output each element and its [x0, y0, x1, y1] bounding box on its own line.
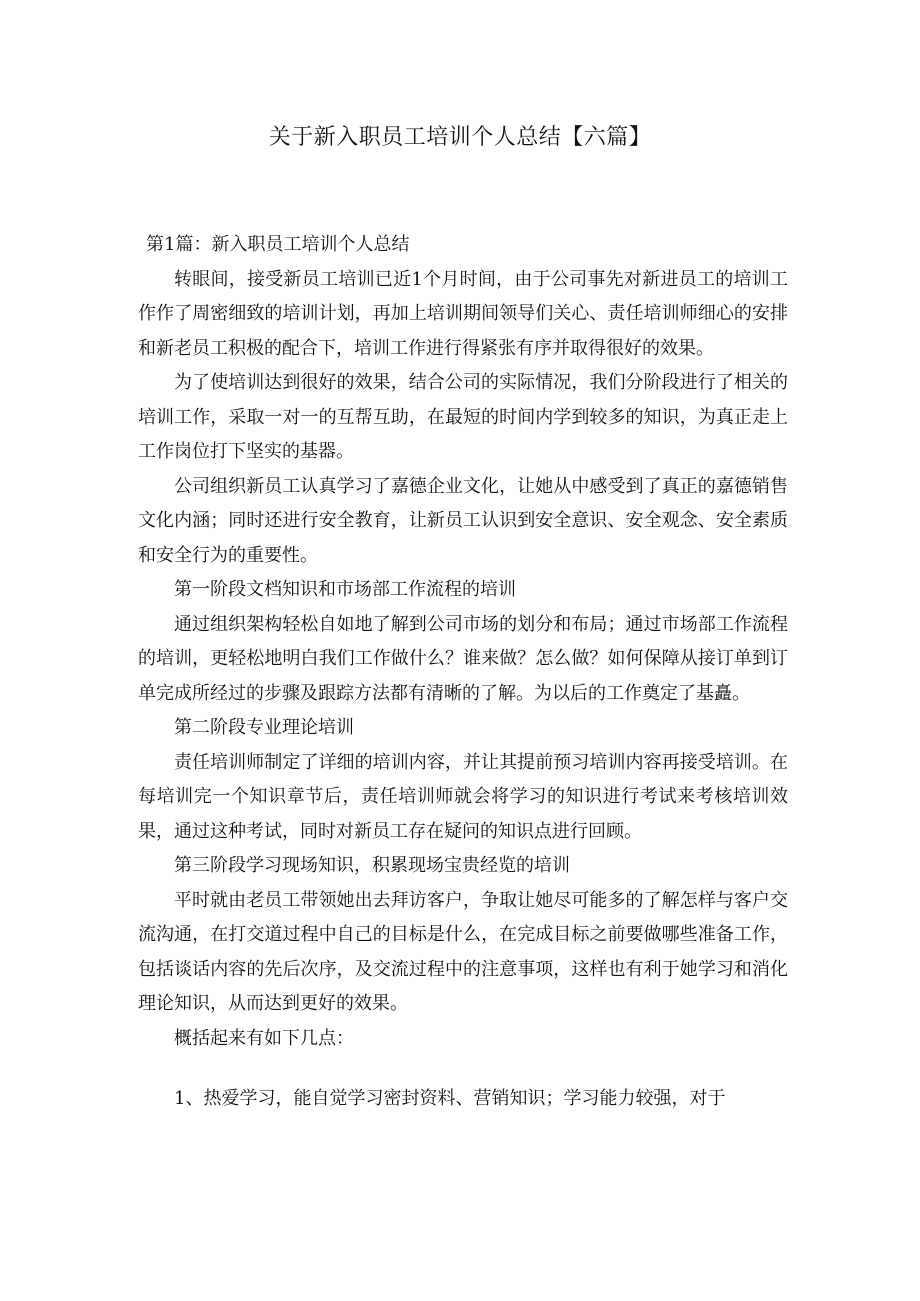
paragraph: 为了使培训达到很好的效果，结合公司的实际情况，我们分阶段进行了相关的培训工作，采取一对一的互帮互助，在最短的时间内学到较多的知识，为真正走上工作岗位打下坚实的基器。: [138, 372, 788, 462]
section-heading: 第1篇：新入职员工培训个人总结: [146, 234, 410, 255]
paragraph: 通过组织架构轻松自如地了解到公司市场的划分和布局；通过市场部工作流程的培训，更轻松地明白我们工作做什么？谁来做？怎么做？如何保障从接订单到订单完成所经过的步骤及跟踪方法都有清晰的了解。为以后的工作奠定了基矗。: [138, 613, 788, 704]
summary-intro: 概括起来有如下几点：: [174, 1027, 354, 1049]
document-body: [138, 228, 788, 1117]
stage-heading: 第三阶段学习现场知识，积累现场宝贵经览的培训: [174, 855, 570, 876]
paragraph: 责任培训师制定了详细的培训内容，并让其提前预习培训内容再接受培训。在每培训完一个知识章节后，责任培训师就会将学习的知识进行考试来考核培训效果，通过这种考试，同时对新员工存在疑问的知识点进行回顾。: [138, 751, 788, 842]
paragraph: 公司组织新员工认真学习了嘉德企业文化，让她从中感受到了真正的嘉德销售文化内涵；同时还进行安全教育，让新员工认识到安全意识、安全观念、安全素质和安全行为的重要性。: [138, 475, 788, 566]
list-item: 1、热爱学习，能自觉学习密封资料、营销知识；学习能力较强，对于: [174, 1088, 726, 1109]
spacer: [138, 1056, 788, 1082]
document-title: 关于新入职员工培训个人总结【六篇】: [268, 125, 652, 150]
paragraph: 转眼间，接受新员工培训已近1个月时间，由于公司事先对新进员工的培训工作作了周密细致的培训计划，再加上培训期间领导们关心、责任培训师细心的安排和新老员工积极的配合下，培训工作进行得紧张有序并取得很好的效果。: [138, 268, 788, 359]
stage-heading: 第一阶段文档知识和市场部工作流程的培训: [174, 579, 516, 600]
stage-heading: 第二阶段专业理论培训: [174, 717, 354, 738]
paragraph: 平时就由老员工带领她出去拜访客户，争取让她尽可能多的了解怎样与客户交流沟通，在打交道过程中自己的目标是什么，在完成目标之前要做哪些准备工作，包括谈话内容的先后次序，及交流过程中的注意事项，这样也有利于她学习和消化理论知识，从而达到更好的效果。: [138, 889, 788, 1014]
